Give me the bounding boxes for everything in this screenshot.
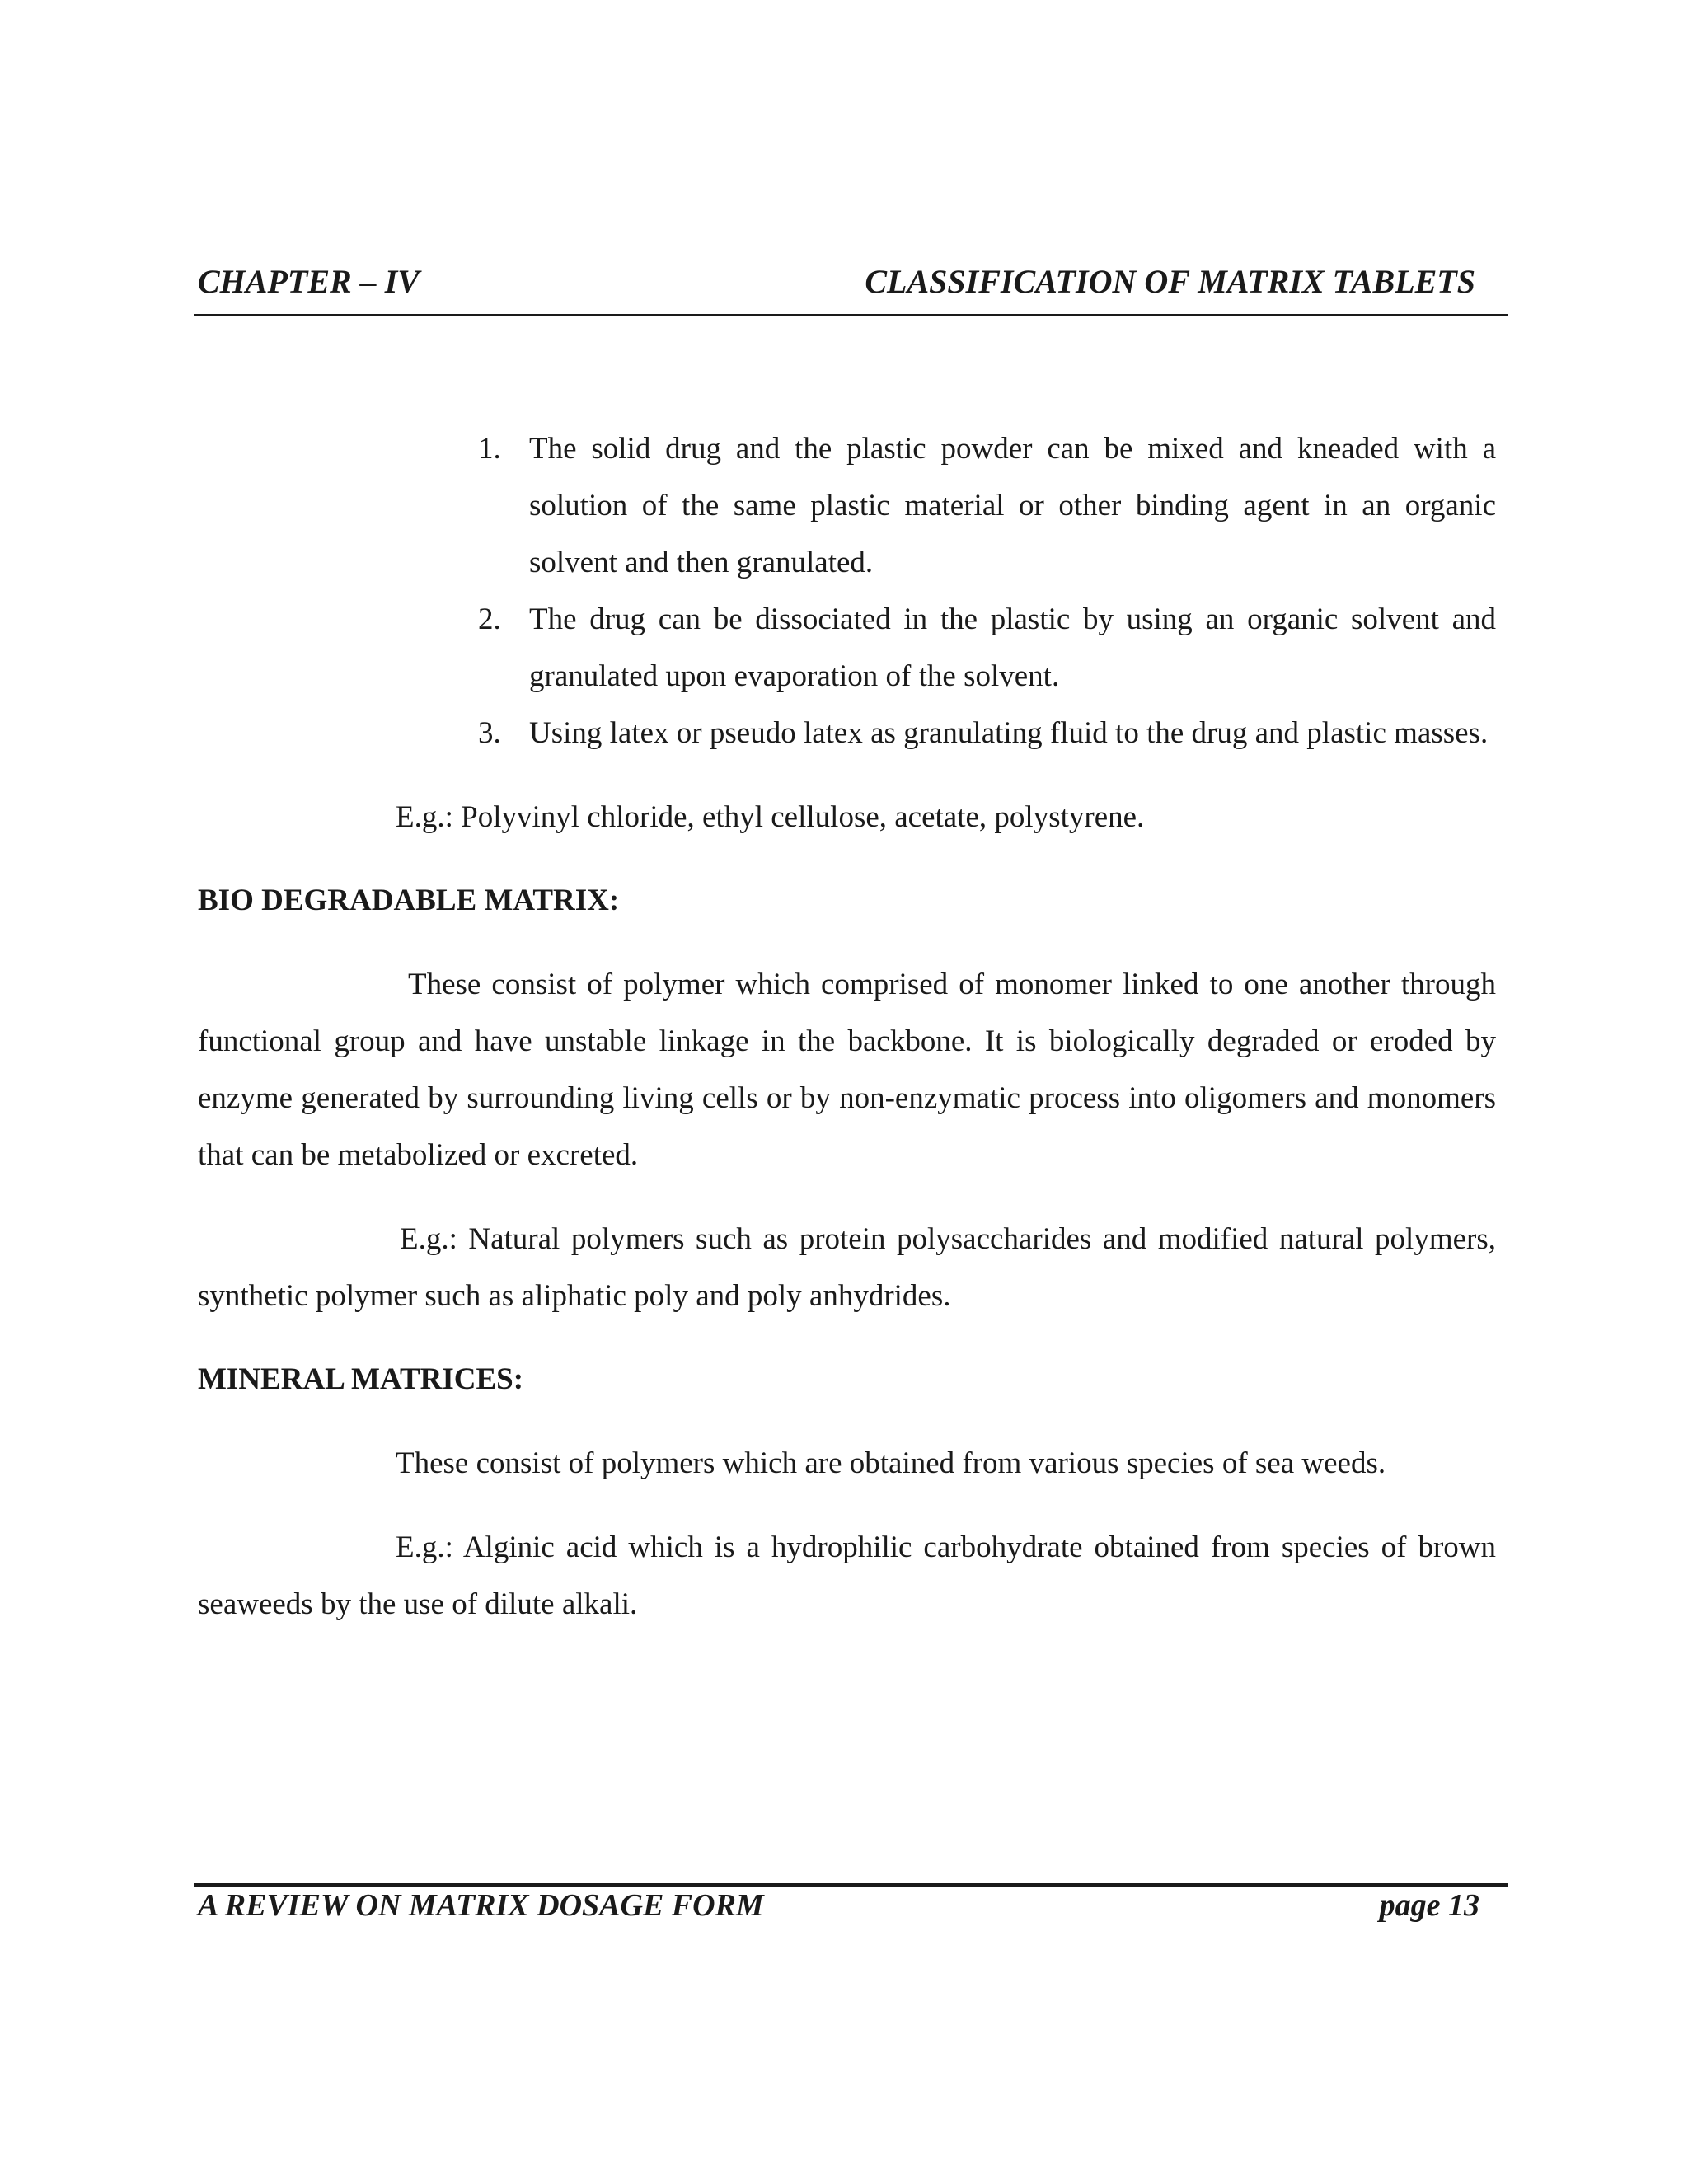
granulation-method-list [478,420,1496,762]
list-item-number: 3. [478,716,501,750]
list-item-text: The solid drug and the plastic powder can be mixed and kneaded with a solution of the same plastic material or other binding agent in an organic solvent and then granulated. [529,432,1496,579]
page-header [198,262,1475,312]
page-body [198,420,1496,1633]
page-footer [198,1887,1479,1937]
list-item-text: Using latex or pseudo latex as granulating fluid to the drug and plastic masses. [529,716,1489,750]
list-item-text: The drug can be dissociated in the plastic by using an organic solvent and granulated upon evaporation of the solvent. [529,602,1496,693]
mineral-example: E.g.: Alginic acid which is a hydrophilic carbohydrate obtained from species of brown seaweeds by the use of dilute alkali. [198,1530,1496,1621]
mineral-heading: MINERAL MATRICES: [198,1362,524,1396]
page-number: page 13 [1379,1888,1479,1923]
plastic-example: E.g.: Polyvinyl chloride, ethyl cellulose, acetate, polystyrene. [396,800,1145,834]
biodegradable-paragraph: These consist of polymer which comprised of monomer linked to one another through functional group and have unstable linkage in the backbone. It is biologically degraded or eroded by enzyme generated by surrounding living cells or by non-enzymatic process into oligomers and monomers that can be metabolized or excreted. [198,968,1496,1172]
biodegradable-heading: BIO DEGRADABLE MATRIX: [198,883,620,917]
list-item [478,705,1496,762]
mineral-paragraph: These consist of polymers which are obtained from various species of sea weeds. [396,1446,1386,1480]
list-item [478,591,1496,705]
document-title: A REVIEW ON MATRIX DOSAGE FORM [198,1888,764,1923]
chapter-title: CLASSIFICATION OF MATRIX TABLETS [865,263,1475,300]
list-item-number: 1. [478,432,501,466]
list-item-number: 2. [478,602,501,636]
header-rule [194,314,1508,316]
biodegradable-example: E.g.: Natural polymers such as protein polysaccharides and modified natural polymers, synthetic polymer such as aliphatic poly and poly anhydrides. [198,1222,1496,1313]
list-item [478,420,1496,591]
chapter-label: CHAPTER – IV [198,263,420,300]
